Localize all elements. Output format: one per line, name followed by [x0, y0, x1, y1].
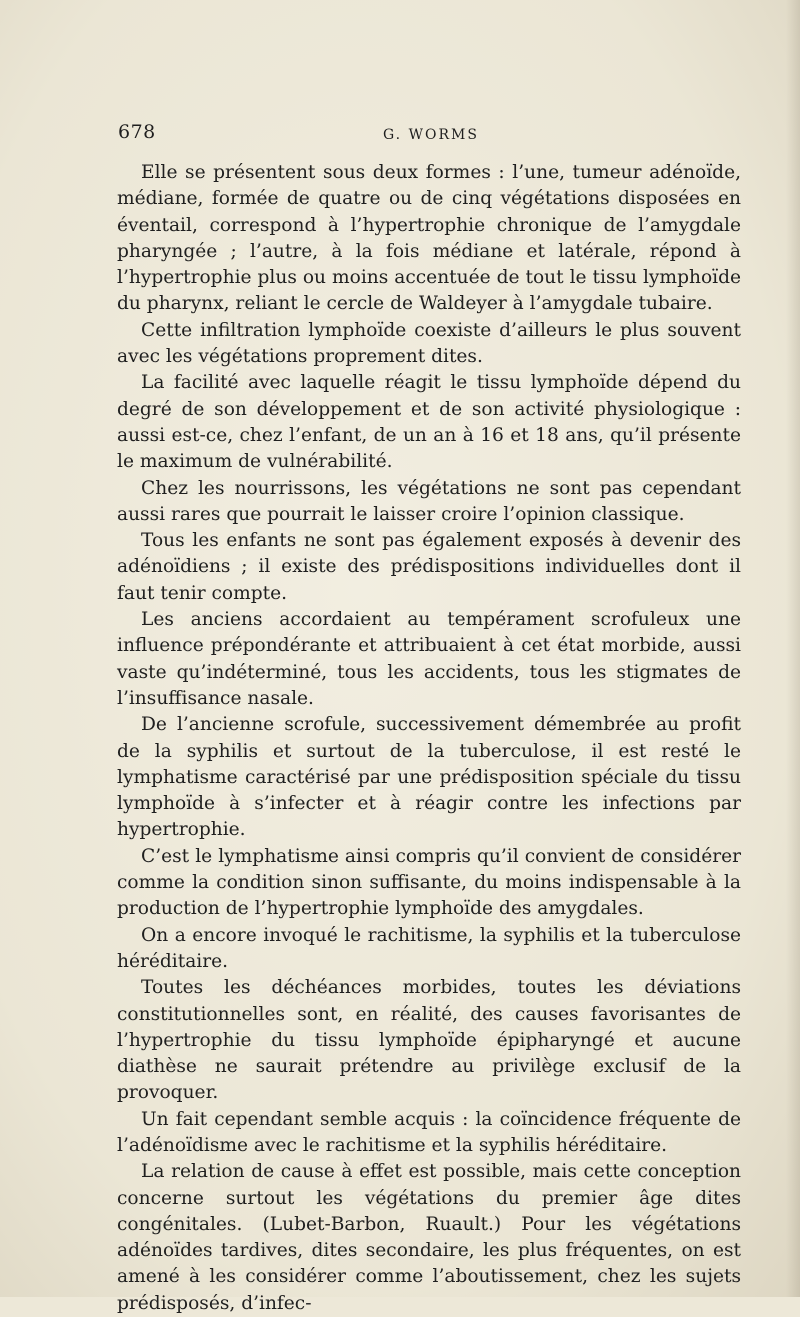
body-text	[117, 160, 741, 1317]
paragraph: Les anciens accordaient au tempérament scrofuleux une influence prépondérante et attribuaient à cet état morbide, aussi vaste qu’indéterminé, tous les accidents, tous les stigmates de l’insuffisance nasale.	[117, 609, 741, 709]
paragraph: La relation de cause à effet est possible, mais cette conception concerne surtout les végétations du premier âge dites congénitales. (Lubet-Barbon, Ruault.) Pour les végétations adénoïdes tardives, dites secondaire, les plus fréquentes, on est amené à les considérer comme l’aboutissement, chez les sujets prédisposés, d’infec-	[117, 1161, 741, 1314]
paragraph: On a encore invoqué le rachitisme, la syphilis et la tuberculose héréditaire.	[117, 924, 741, 972]
paragraph: C’est le lymphatisme ainsi compris qu’il convient de considérer comme la condition sinon suffisante, du moins indispensable à la production de l’hypertrophie lymphoïde des amygdales.	[117, 845, 741, 920]
paragraph: De l’ancienne scrofule, successivement démembrée au profit de la syphilis et surtout de la tuberculose, il est resté le lymphatisme caractérisé par une prédisposition spéciale du tissu lymphoïde à s’infecter et à réagir contre les infections par hypertrophie.	[117, 714, 741, 841]
paragraph: Chez les nourrissons, les végétations ne sont pas cependant aussi rares que pourrait le laisser croire l’opinion classique.	[117, 477, 741, 525]
paragraph: Cette infiltration lymphoïde coexiste d’ailleurs le plus souvent avec les végétations proprement dites.	[117, 319, 741, 368]
page-number: 678	[118, 121, 156, 143]
paragraph: La facilité avec laquelle réagit le tissu lymphoïde dépend du degré de son développement et de son activité physiologique : aussi est-ce, chez l’enfant, de un an à 16 et 18 ans, qu’il présente le maximum de vulnérabilité.	[117, 372, 741, 473]
paragraph: Un fait cependant semble acquis : la coïncidence fréquente de l’adénoïdisme avec le rachitisme et la syphilis héréditaire.	[117, 1108, 741, 1156]
page-edge-shadow	[786, 0, 800, 1297]
running-head: G. WORMS	[383, 127, 479, 143]
page-header	[118, 121, 738, 149]
paragraph: Tous les enfants ne sont pas également exposés à devenir des adénoïdiens ; il existe des prédispositions individuelles dont il faut tenir compte.	[117, 530, 741, 604]
paragraph: Elle se présentent sous deux formes : l’une, tumeur adénoïde, médiane, formée de quatre ou de cinq végétations disposées en éventail, correspond à l’hypertrophie chronique de l’amygdale pharyngée ; l’autre, à la fois médiane et latérale, répond à l’hypertrophie plus ou moins accentuée de tout le tissu lymphoïde du pharynx, reliant le cercle de Waldeyer à l’amygdale tubaire.	[117, 162, 741, 315]
paragraph: Toutes les déchéances morbides, toutes les déviations constitutionnelles sont, en réalité, des causes favorisantes de l’hypertrophie du tissu lymphoïde épipharyngé et aucune diathèse ne saurait prétendre au privilège exclusif de la provoquer.	[117, 977, 741, 1104]
